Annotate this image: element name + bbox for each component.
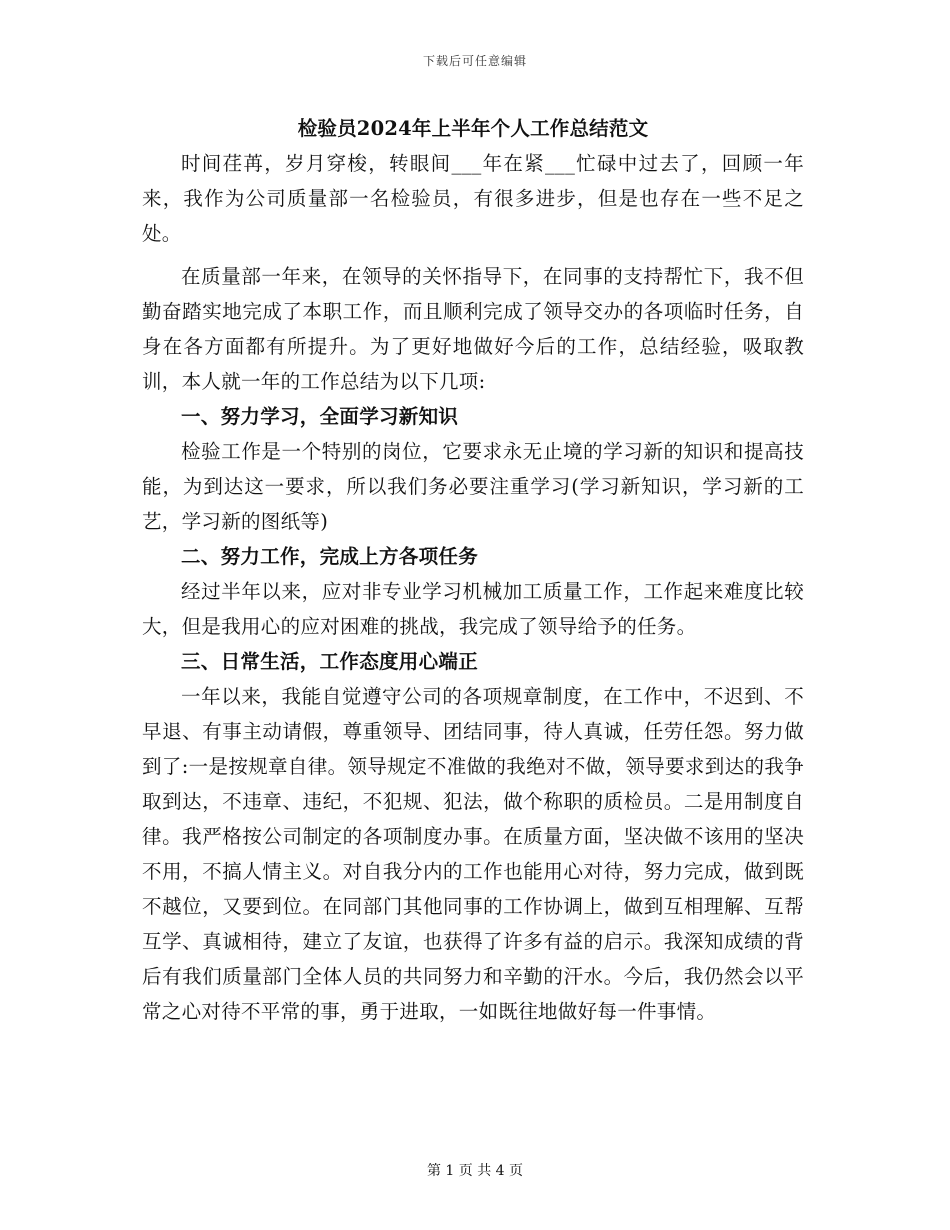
paragraph-work: 经过半年以来，应对非专业学习机械加工质量工作，工作起来难度比较大，但是我用心的应对困难的挑战，我完成了领导给予的任务。 bbox=[142, 580, 804, 638]
page-footer: 第 1 页 共 4 页 bbox=[426, 1163, 524, 1179]
paragraph-gap bbox=[142, 251, 804, 259]
section-heading-3: 三、日常生活，工作态度用心端正 bbox=[181, 650, 479, 673]
section-heading-1: 一、努力学习，全面学习新知识 bbox=[181, 405, 459, 428]
section-heading-2: 二、努力工作，完成上方各项任务 bbox=[181, 545, 479, 568]
paragraph-attitude: 一年以来，我能自觉遵守公司的各项规章制度，在工作中，不迟到、不早退、有事主动请假，尊重领导、团结同事，待人真诚，任劳任怨。努力做到了:一是按规章自律。领导规定不准做的我绝对不做，领导要求到达的我争取到达，不违章、违纪，不犯规、犯法，做个称职的质检员。二是用制度自律。我严格按公司制定的各项制度办事。在质量方面，坚决做不该用的坚决不用，不搞人情主义。对自我分内的工作也能用心对待，努力完成，做到既不越位，又要到位。在同部门其他同事的工作协调上，做到互相理解、互帮互学、真诚相待，建立了友谊，也获得了许多有益的启示。我深知成绩的背后有我们质量部门全体人员的共同努力和辛勤的汗水。今后，我仍然会以平常之心对待不平常的事，勇于进取，一如既往地做好每一件事情。 bbox=[142, 685, 804, 1023]
header-note: 下载后可任意编辑 bbox=[422, 54, 527, 68]
paragraph-intro: 时间荏苒，岁月穿梭，转眼间___年在紧___忙碌中过去了，回顾一年来，我作为公司质量部一名检验员，有很多进步，但是也存在一些不足之处。 bbox=[142, 152, 804, 245]
document-title: 检验员2024年上半年个人工作总结范文 bbox=[297, 117, 649, 140]
paragraph-overview: 在质量部一年来，在领导的关怀指导下，在同事的支持帮忙下，我不但勤奋踏实地完成了本职工作，而且顺利完成了领导交办的各项临时任务，自身在各方面都有所提升。为了更好地做好今后的工作，总结经验，吸取教训，本人就一年的工作总结为以下几项: bbox=[142, 265, 804, 393]
document-body bbox=[142, 112, 804, 1029]
paragraph-study: 检验工作是一个特别的岗位，它要求永无止境的学习新的知识和提高技能，为到达这一要求，所以我们务必要注重学习(学习新知识，学习新的工艺，学习新的图纸等) bbox=[142, 440, 804, 533]
